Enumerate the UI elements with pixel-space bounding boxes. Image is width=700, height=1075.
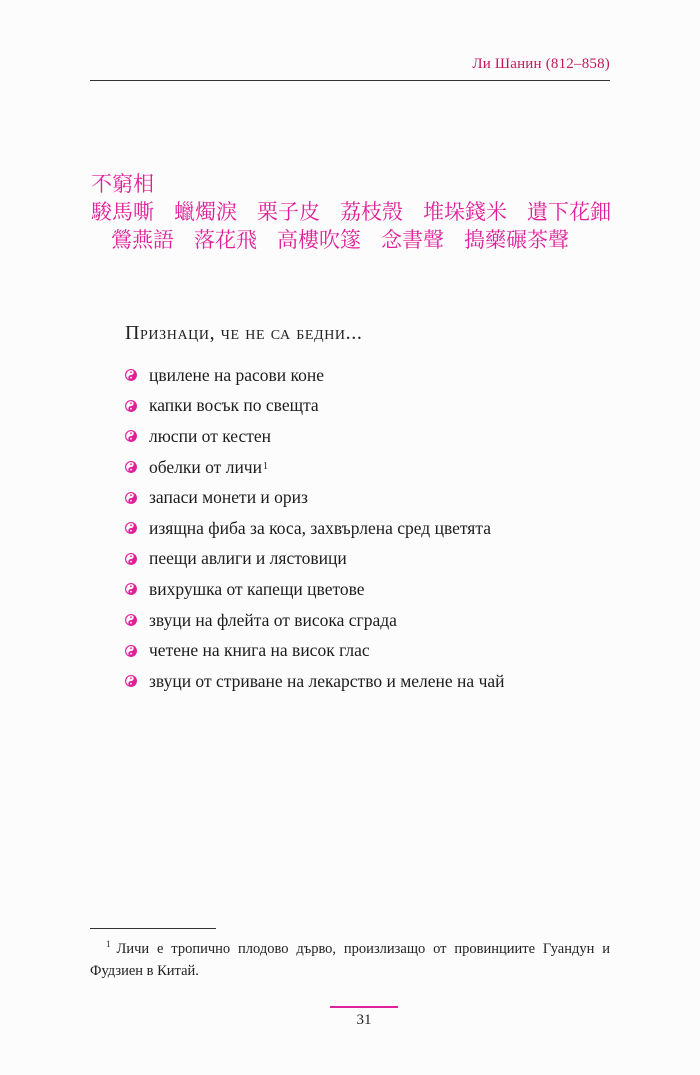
- list-item-text: цвилене на расови коне: [149, 364, 325, 385]
- list-item: [125, 666, 605, 697]
- footnote-rule: [90, 928, 216, 929]
- list-item: [125, 513, 605, 544]
- poem-phrase: 堆垛錢米: [423, 200, 507, 224]
- list-item-text: звуци на флейта от висока сграда: [149, 609, 397, 630]
- list-item: [125, 360, 605, 391]
- list-item-text: капки восък по свещта: [149, 395, 319, 416]
- list-item: [125, 391, 605, 422]
- list-item-text: четене на книга на висок глас: [149, 640, 370, 661]
- footnote: [90, 938, 610, 982]
- poem-phrase: 遺下花鈿: [527, 200, 611, 224]
- list-item-text: вихрушка от капещи цветове: [149, 578, 365, 599]
- list-item: [125, 635, 605, 666]
- footnote-mark: 1: [106, 939, 111, 950]
- list-item-text: пеещи авлиги и лястовици: [149, 548, 347, 569]
- poem-line-1: [91, 198, 631, 226]
- poem-phrase: 駿馬嘶: [91, 200, 154, 224]
- list-item: [125, 574, 605, 605]
- yin-yang-icon: [125, 400, 137, 412]
- page-number-rule: [330, 1006, 398, 1008]
- yin-yang-icon: [125, 461, 137, 473]
- footnote-text: Личи е тропично плодово дърво, произлизащо от провинциите Гуандун и Фудзиен в Китай.: [90, 941, 610, 979]
- list-item-text: люспи от кестен: [149, 425, 272, 446]
- yin-yang-icon: [125, 369, 137, 381]
- list-item: [125, 482, 605, 513]
- running-head: Ли Шанин (812–858): [472, 56, 610, 72]
- list-item: обелки от личи 1: [125, 452, 605, 483]
- header-rule: [90, 80, 610, 81]
- yin-yang-icon: [125, 553, 137, 565]
- poem-phrase: 栗子皮: [257, 200, 320, 224]
- list-item-text: звуци от стриване на лекарство и мелене на чай: [149, 670, 505, 691]
- list-item: [125, 421, 605, 452]
- poem-phrase: 鶯燕語: [111, 228, 174, 252]
- list-item: [125, 544, 605, 575]
- chinese-poem: [91, 170, 631, 254]
- list-item: [125, 605, 605, 636]
- page-number: 31: [356, 1012, 372, 1028]
- list-item-text: обелки от личи: [149, 456, 262, 477]
- yin-yang-icon: [125, 614, 137, 626]
- list-item-text: запаси монети и ориз: [149, 487, 308, 508]
- yin-yang-icon: [125, 430, 137, 442]
- yin-yang-icon: [125, 583, 137, 595]
- poem-line-2: [91, 226, 631, 254]
- yin-yang-icon: [125, 675, 137, 687]
- poem-phrase: 蠟燭淚: [174, 200, 237, 224]
- poem-phrase: 念書聲: [381, 228, 444, 252]
- poem-phrase: 荔枝殼: [340, 200, 403, 224]
- yin-yang-icon: [125, 645, 137, 657]
- poem-title: 不窮相: [91, 172, 154, 196]
- list-item-text: изящна фиба за коса, захвърлена сред цветята: [149, 517, 491, 538]
- section-title: Признаци, че не са бедни...: [125, 322, 363, 344]
- yin-yang-icon: [125, 522, 137, 534]
- poem-phrase: 搗藥碾茶聲: [464, 228, 569, 252]
- yin-yang-icon: [125, 492, 137, 504]
- poem-phrase: 高樓吹篴: [277, 228, 361, 252]
- signs-list: [125, 360, 605, 697]
- poem-phrase: 落花飛: [194, 228, 257, 252]
